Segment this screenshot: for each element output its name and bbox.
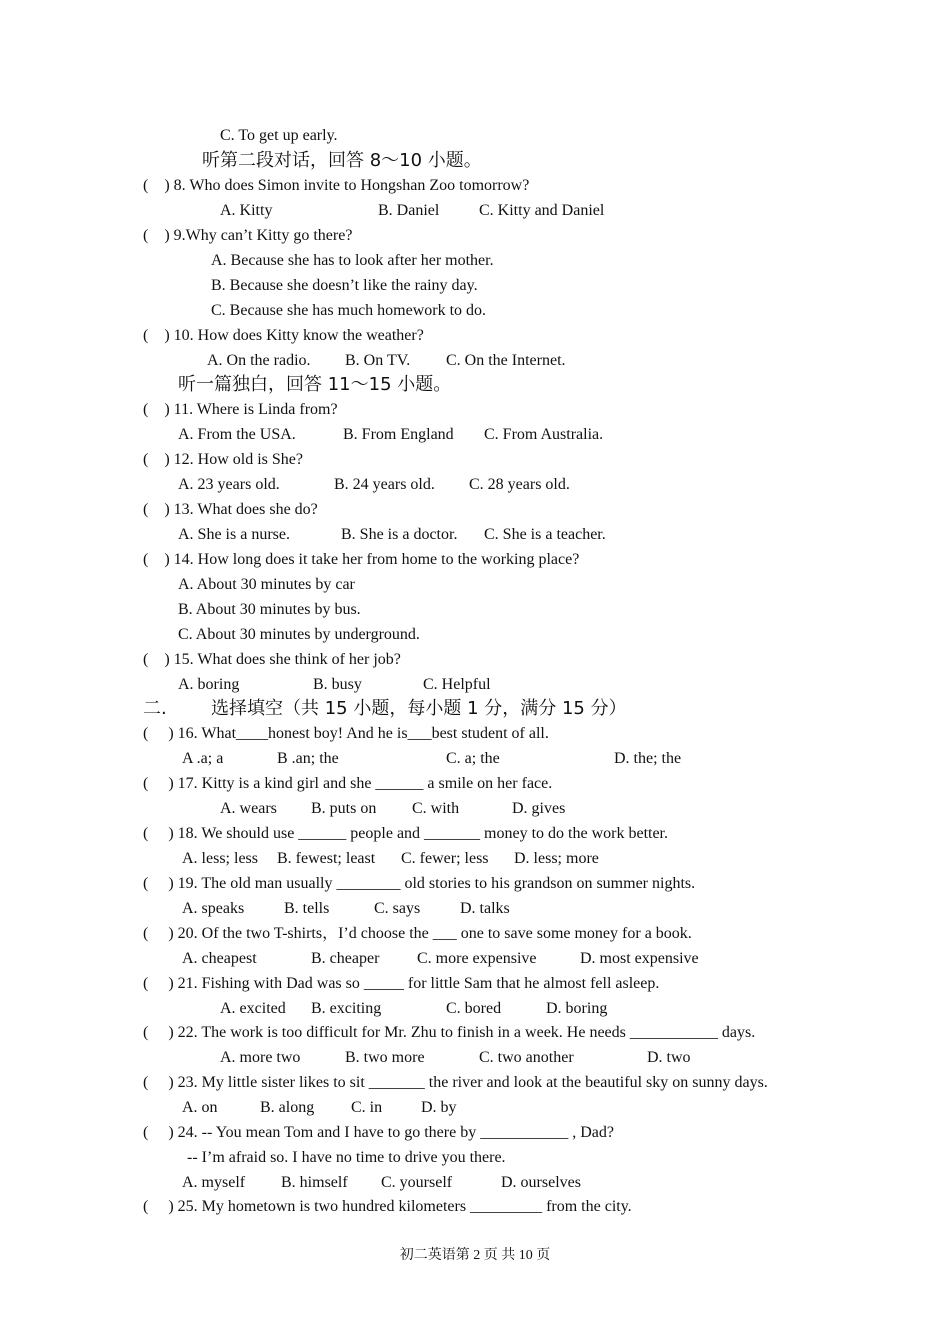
q14-option-b: B. About 30 minutes by bus.	[178, 601, 361, 618]
q8-option-c: C. Kitty and Daniel	[479, 202, 605, 219]
q23-option-b: B. along	[260, 1099, 315, 1116]
q24-option-b: B. himself	[281, 1174, 348, 1191]
q12-option-a: A. 23 years old.	[178, 476, 280, 493]
question-14: ( ) 14. How long does it take her from home to the working place?	[143, 551, 580, 568]
q23-option-c: C. in	[351, 1099, 383, 1116]
q11-option-c: C. From Australia.	[484, 426, 604, 443]
q24-option-c: C. yourself	[381, 1174, 453, 1191]
q10-option-b: B. On TV.	[345, 352, 411, 369]
question-23: ( ) 23. My little sister likes to sit _______ the river and look at the beautiful sky on sunny days.	[143, 1074, 768, 1091]
q22-option-a: A. more two	[220, 1049, 301, 1066]
question-8: ( ) 8. Who does Simon invite to Hongshan Zoo tomorrow?	[143, 177, 530, 194]
q9-option-a: A. Because she has to look after her mother.	[211, 252, 494, 269]
q17-option-a: A. wears	[220, 800, 277, 817]
q14-option-c: C. About 30 minutes by underground.	[178, 626, 420, 643]
q21-option-a: A. excited	[220, 1000, 286, 1017]
q21-option-b: B. exciting	[311, 1000, 382, 1017]
q24-option-a: A. myself	[182, 1174, 246, 1191]
question-11: ( ) 11. Where is Linda from?	[143, 401, 338, 418]
q15-option-c: C. Helpful	[423, 676, 491, 693]
q18-option-b: B. fewest; least	[277, 850, 376, 867]
q17-option-c: C. with	[412, 800, 460, 817]
q8-option-b: B. Daniel	[378, 202, 440, 219]
q15-option-a: A. boring	[178, 676, 240, 693]
q19-option-a: A. speaks	[182, 900, 245, 917]
section-2-number: 二.	[143, 698, 167, 719]
q10-option-c: C. On the Internet.	[446, 352, 566, 369]
question-16: ( ) 16. What____honest boy! And he is___best student of all.	[143, 725, 549, 742]
q9-option-b: B. Because she doesn’t like the rainy day.	[211, 277, 478, 294]
q20-option-c: C. more expensive	[417, 950, 537, 967]
question-17: ( ) 17. Kitty is a kind girl and she ______ a smile on her face.	[143, 775, 553, 792]
q12-option-b: B. 24 years old.	[334, 476, 435, 493]
q15-option-b: B. busy	[313, 676, 362, 693]
question-22: ( ) 22. The work is too difficult for Mr. Zhu to finish in a week. He needs ___________ days.	[143, 1024, 756, 1041]
q12-option-c: C. 28 years old.	[469, 476, 570, 493]
section-2-title: 选择填空（共 15 小题，每小题 1 分，满分 15 分）	[211, 698, 627, 719]
q17-option-b: B. puts on	[311, 800, 377, 817]
question-18: ( ) 18. We should use ______ people and _______ money to do the work better.	[143, 825, 668, 842]
q20-option-b: B. cheaper	[311, 950, 380, 967]
q9-option-c: C. Because she has much homework to do.	[211, 302, 487, 319]
q16-option-a: A .a; a	[182, 750, 224, 767]
q13-option-c: C. She is a teacher.	[484, 526, 606, 543]
page-footer: 初二英语第 2 页 共 10 页	[399, 1248, 551, 1263]
question-19: ( ) 19. The old man usually ________ old stories to his grandson on summer nights.	[143, 875, 696, 892]
q16-option-b: B .an; the	[277, 750, 339, 767]
q24-option-d: D. ourselves	[501, 1174, 581, 1191]
question-15: ( ) 15. What does she think of her job?	[143, 651, 401, 668]
q21-option-d: D. boring	[546, 1000, 608, 1017]
question-9: ( ) 9.Why can’t Kitty go there?	[143, 227, 353, 244]
q16-option-c: C. a; the	[446, 750, 500, 767]
q22-option-b: B. two more	[345, 1049, 425, 1066]
q11-option-b: B. From England	[343, 426, 454, 443]
q16-option-d: D. the; the	[614, 750, 682, 767]
q17-option-d: D. gives	[512, 800, 566, 817]
question-21: ( ) 21. Fishing with Dad was so _____ for little Sam that he almost fell asleep.	[143, 975, 660, 992]
q8-option-a: A. Kitty	[220, 202, 273, 219]
q19-option-b: B. tells	[284, 900, 330, 917]
q20-option-d: D. most expensive	[580, 950, 699, 967]
q18-option-a: A. less; less	[182, 850, 258, 867]
question-13: ( ) 13. What does she do?	[143, 501, 318, 518]
q11-option-a: A. From the USA.	[178, 426, 296, 443]
question-25: ( ) 25. My hometown is two hundred kilometers _________ from the city.	[143, 1198, 632, 1215]
question-12: ( ) 12. How old is She?	[143, 451, 303, 468]
q21-option-c: C. bored	[446, 1000, 502, 1017]
question-20: ( ) 20. Of the two T-shirts，I’d choose the ___ one to save some money for a book.	[143, 925, 692, 942]
q14-option-a: A. About 30 minutes by car	[178, 576, 355, 593]
q13-option-a: A. She is a nurse.	[178, 526, 290, 543]
question-10: ( ) 10. How does Kitty know the weather?	[143, 327, 424, 344]
question-24: ( ) 24. -- You mean Tom and I have to go there by ___________ , Dad?	[143, 1124, 614, 1141]
q10-option-a: A. On the radio.	[207, 352, 311, 369]
q7-option-c: C. To get up early.	[220, 127, 338, 144]
q19-option-d: D. talks	[460, 900, 510, 917]
q23-option-a: A. on	[182, 1099, 218, 1116]
q18-option-d: D. less; more	[514, 850, 599, 867]
section-heading-monologue: 听一篇独白，回答 11～15 小题。	[178, 374, 452, 395]
q18-option-c: C. fewer; less	[401, 850, 489, 867]
section-heading-dialogue-2: 听第二段对话，回答 8～10 小题。	[202, 150, 482, 171]
q24-reply: -- I’m afraid so. I have no time to drive you there.	[187, 1149, 506, 1166]
q19-option-c: C. says	[374, 900, 421, 917]
q22-option-c: C. two another	[479, 1049, 574, 1066]
q13-option-b: B. She is a doctor.	[341, 526, 458, 543]
q20-option-a: A. cheapest	[182, 950, 257, 967]
q23-option-d: D. by	[421, 1099, 457, 1116]
q22-option-d: D. two	[647, 1049, 691, 1066]
